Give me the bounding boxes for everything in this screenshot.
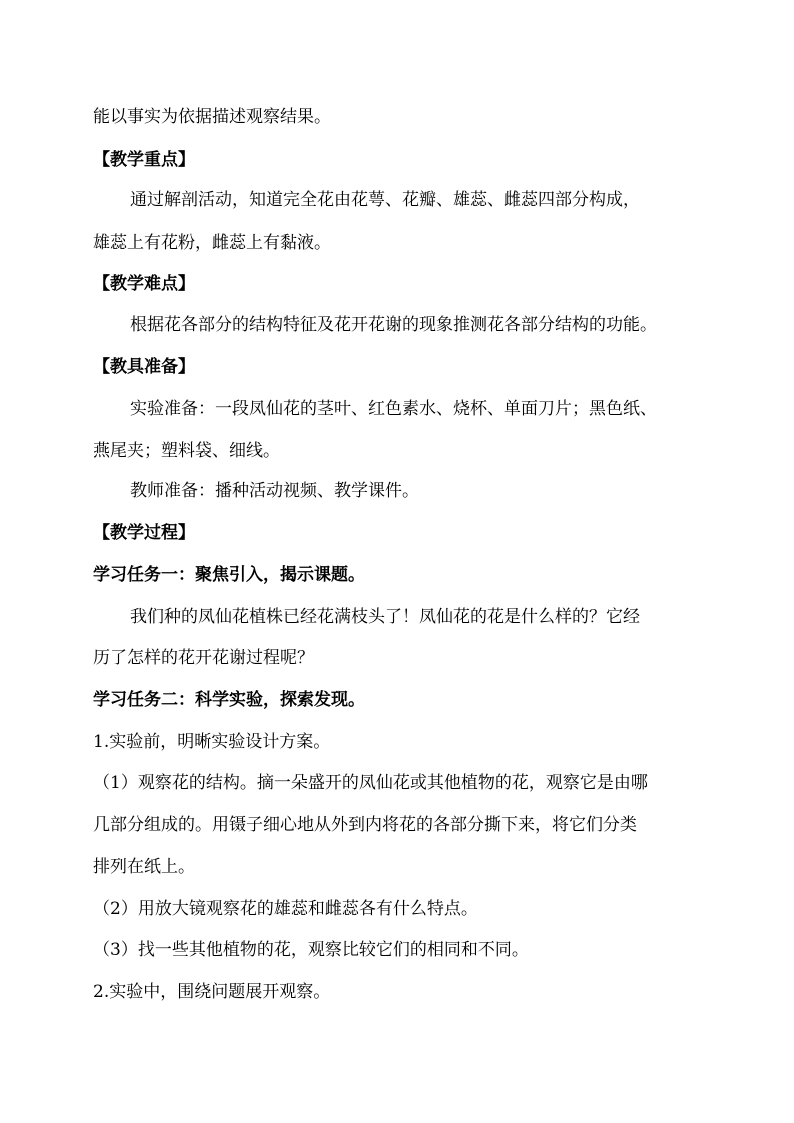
paragraph-line: 根据花各部分的结构特征及花开花谢的现象推测花各部分结构的功能。 [130, 315, 657, 335]
sub-item-line: （3）找一些其他植物的花，观察比较它们的相同和不同。 [93, 940, 529, 960]
paragraph-line: 历了怎样的花开花谢过程呢？ [93, 648, 314, 668]
task-heading-two: 学习任务二：科学实验，探索发现。 [93, 690, 365, 710]
paragraph-line: 实验准备：一段凤仙花的茎叶、红色素水、烧杯、单面刀片；黑色纸、 [130, 399, 657, 419]
section-heading-teaching-materials: 【教具准备】 [93, 357, 195, 377]
paragraph-line: 能以事实为依据描述观察结果。 [93, 107, 331, 127]
section-heading-teaching-focus: 【教学重点】 [93, 150, 195, 170]
sub-item-line: 排列在纸上。 [93, 857, 195, 877]
section-heading-teaching-process: 【教学过程】 [93, 523, 195, 543]
sub-item-line: （2）用放大镜观察花的雄蕊和雌蕊各有什么特点。 [93, 899, 478, 919]
section-heading-teaching-difficulty: 【教学难点】 [93, 274, 195, 294]
numbered-item: 2.实验中，围绕问题展开观察。 [93, 982, 331, 1002]
sub-item-line: （1）观察花的结构。摘一朵盛开的凤仙花或其他植物的花，观察它是由哪 [93, 773, 648, 793]
paragraph-line: 我们种的凤仙花植株已经花满枝头了！凤仙花的花是什么样的？它经 [130, 607, 640, 627]
paragraph-line: 教师准备：播种活动视频、教学课件。 [130, 481, 419, 501]
numbered-item: 1.实验前，明晰实验设计方案。 [93, 732, 331, 752]
paragraph-line: 通过解剖活动，知道完全花由花萼、花瓣、雄蕊、雌蕊四部分构成， [130, 190, 640, 210]
task-heading-one: 学习任务一：聚焦引入，揭示课题。 [93, 565, 365, 585]
paragraph-line: 雄蕊上有花粉，雌蕊上有黏液。 [93, 233, 331, 253]
paragraph-line: 燕尾夹；塑料袋、细线。 [93, 441, 280, 461]
sub-item-line: 几部分组成的。用镊子细心地从外到内将花的各部分撕下来，将它们分类 [93, 815, 637, 835]
